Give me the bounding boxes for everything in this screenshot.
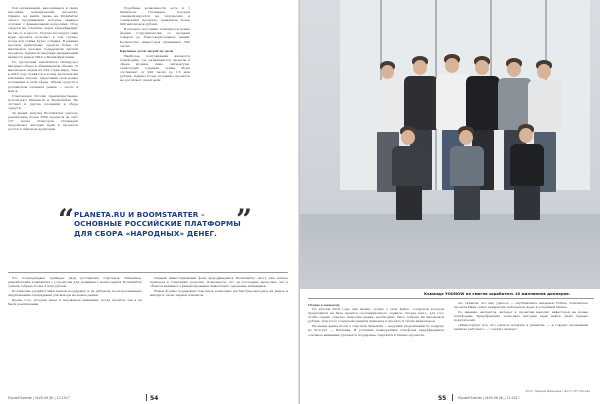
paragraph: Первый инвестиционный фонд краудфандинга Boomstarter смогу уже вскоре привлечь к стартапам средства. Отмечается, что за последние несколько лет в области взаимного финансирования наметились серьёзные изменения. — [150, 276, 288, 289]
left-page-number: 54 — [150, 395, 159, 402]
left-page-lower-column-1 — [8, 276, 142, 384]
right-page-footer: Юрлай Бизнес | №05-06 (8) | 12.2017 — [458, 396, 520, 400]
paragraph: «Инвестирует всё, что удалось вложить в развитие, — и говорит вложенный капитал работает», — говорит эксперт. — [454, 323, 588, 332]
left-page-column-2 — [120, 6, 190, 202]
floor — [300, 214, 600, 289]
paragraph: Наиболее популярными являются платформы, где размещаются проекты в сфере музыки, кино, литературы, технологий. Средняя сумма сбора составляет от 200 тысяч до 1,5 млн рублей. Однако более половины проектов не достигают своей цели. — [120, 53, 190, 83]
paragraph: его таланты, что ему удалось — опубликовать интервью Forbes. Основатель проекта Иван сумел превратить небольшую идею в успешный бизнес. — [454, 301, 588, 310]
left-page-column-1 — [8, 6, 78, 202]
paragraph: Новые формы поддержки стартапов позволяют им быстрее выходить на рынок и находить своих первых клиентов. — [150, 289, 288, 298]
paragraph: По итогам 2016 года, как можно судить о сети Kaboo, создатели которой предложили на базе проекта геолокационного сервиса. Скорее всего, для того чтобы сервис отвечал запросам рынка, необходимо было собрать 89 миллионов рублей. Для этого создатели решили привлечь к проекту 9 тысяч акционеров. — [308, 307, 444, 324]
paragraph: бои организации, находящиеся в своих выгодных коммерческих проектах. Однако, не найти также на Kickstarter своего продвижения которые заранее отложат с финансовыми вопросами. Сбор средств на стартапы через краудфандинг не так-то и просто. Портал исследует сама идею проекта получает в том случае, когда вся сумма будет собрана. В рамках проекта привлечено средств более 12 миллионов человек поддержали тысячи проектов. Одним из ведущих направлений является рынок США и Великобритании. — [8, 6, 78, 60]
quote-open-mark: “ — [58, 203, 75, 236]
paragraph: По мнению экспертов, интерес к проектам наводит инвесторов на новые платформы. Краудфандинг позволяет авторам идей найти своих первых покупателей. — [454, 309, 588, 323]
paragraph: Кроме того, история знает и неудачные кампании, когда проекты так и не были реализованы. — [8, 298, 142, 307]
page-number-bar — [452, 394, 453, 401]
paragraph: По прогнозам аналитиков (indiegogo) интернет-сборы в общемировом объеме 15 миллионов людей из 229 стран мира. Уже в 2016 году появятся к концу десятилетия ключевые игроки, представив свои новые коллекции в этой сфере. Объем средств в российском сегменте рынка — около 4 млн $. — [8, 60, 78, 93]
paragraph: За время запуска Boomstarter удалось реализовать более 3300 проектов за счёт 157 тысяч спонсоров. Площадки предлагают авторам идей и проектов доступ к широкой аудитории. — [8, 110, 78, 132]
paragraph: Подобные возможности есть и у Planeta.ru. Площадка, которая специализируется на творческих и социальных проектах, привлекла более 900 миллионов рублей. — [120, 6, 190, 27]
pull-quote — [58, 203, 262, 268]
left-page-footer: Юрлай Бизнес | №05-06 (8) | 12.2017 — [8, 396, 70, 400]
paragraph: В проекте постоянно появляются новые формы сотрудничества: от продажи товаров до благотворительных акций. Количество инвесторов превышает 500 тысяч. — [120, 27, 190, 48]
pull-quote-text: PLANETA.RU И BOOMSTARTER – ОСНОВНЫЕ РОССИЙСКИЕ ПЛАТФОРМЫ ДЛЯ СБОРА «НАРОДНЫХ» ДЕНЕГ. — [74, 210, 241, 238]
divider — [8, 272, 288, 273]
page-number-bar — [146, 394, 147, 401]
right-page — [300, 0, 600, 404]
right-page-column-2 — [454, 301, 588, 363]
subheading: Сборы к каждому — [308, 302, 340, 307]
paragraph: Российские разработчики нашли поддержку и за рубежом, воспользовавшись зарубежными площадками для выхода на новые рынки. — [8, 289, 142, 298]
quote-close-mark: ” — [236, 203, 253, 236]
subheading: Крупные доли людей не дали — [120, 49, 174, 54]
right-page-number: 55 — [438, 395, 447, 402]
team-photo — [300, 0, 600, 289]
photo-credit: Фото: Марина Ивановна / Фото: НП, Москва — [525, 389, 590, 394]
photo-caption: Команда YOUNOW не смогла заработать 10 миллионов долларов. — [424, 291, 571, 296]
right-page-column-1 — [308, 301, 444, 385]
paragraph: Это подтверждают примеры ряда российских стартапов. Например, разработчики компактного устройства для домашнего мониторинга Boomstarter сумели собрать более 3 млн рублей. — [8, 276, 142, 289]
divider — [308, 298, 594, 299]
paragraph: Стартаперы России преимущественно используют Planeta.ru и Boomstarter. Не отстают и другие площадки в сборе средств. — [8, 93, 78, 110]
paragraph: Не менее яркие итоги у стартапа Заметкин — ведущий уведомлений по подарку из Ботсурт — Bezrabaa. В условиях конкуренции платформ краудфандинга основное внимание уделяется поддержке стартапов и бизнес-проектов. — [308, 324, 444, 337]
left-page-lower-column-2 — [150, 276, 288, 384]
